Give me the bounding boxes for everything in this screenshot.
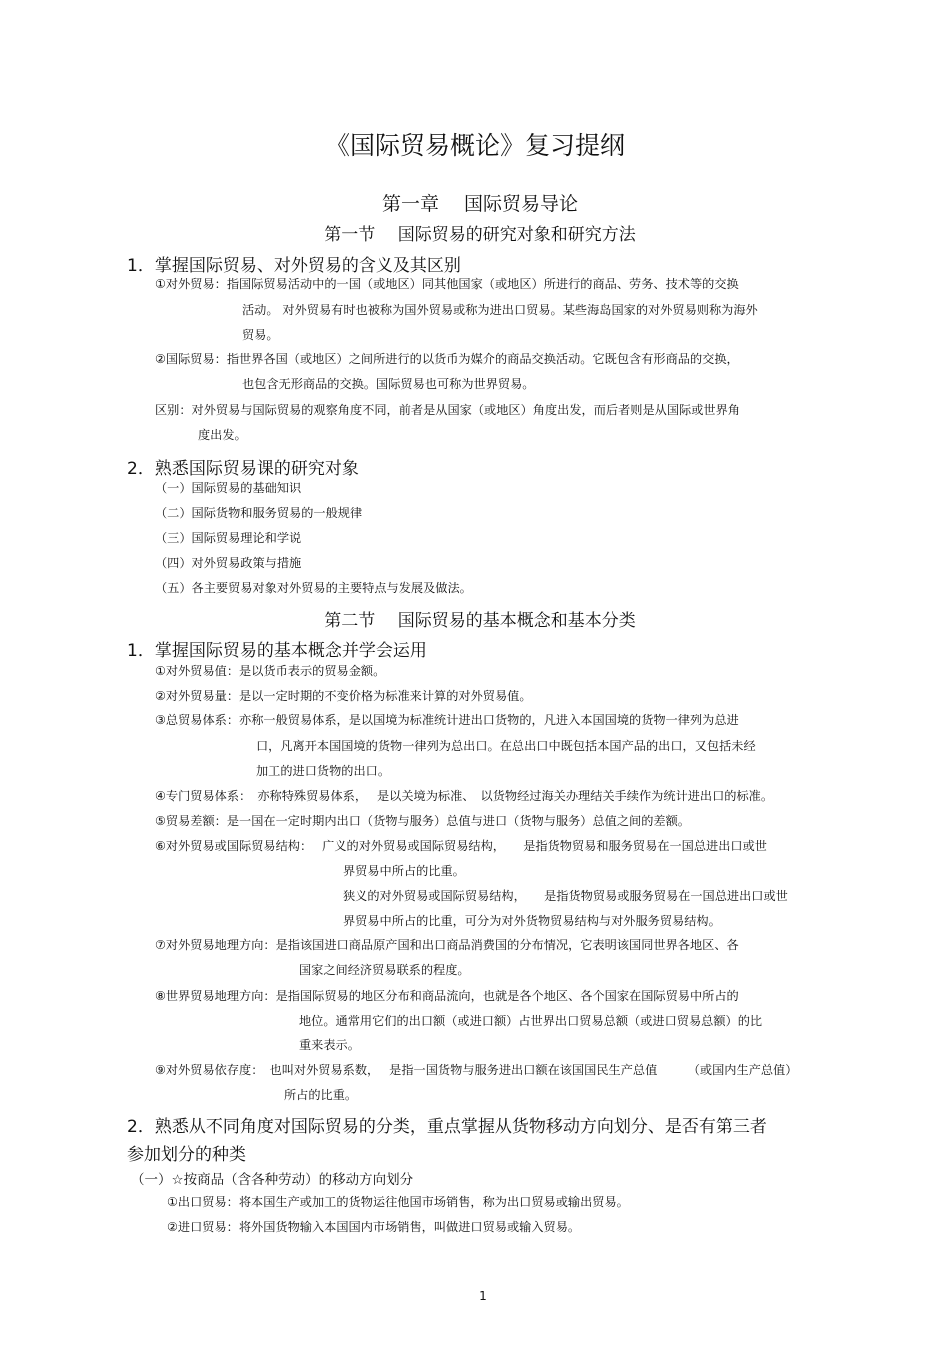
document-title: 《国际贸易概论》复习提纲 — [324, 131, 625, 160]
s2-concept-7-line2: 国家之间经济贸易联系的程度。 — [299, 963, 470, 977]
s1-def1-line1: ①对外贸易：指国际贸易活动中的一国（或地区）同其他国家（或地区）所进行的商品、劳务、技术等的交换 — [155, 277, 739, 291]
s2-subheading-1: （一）☆按商品（含各种劳动）的移动方向划分 — [131, 1172, 414, 1188]
s2-concept-8-line3: 重来表示。 — [299, 1038, 360, 1052]
s2-concept-8-line1: ⑧世界贸易地理方向：是指国际贸易的地区分布和商品流向，也就是各个地区、各个国家在国际贸易中所占的 — [155, 989, 739, 1003]
s2-concept-8-line2: 地位。通常用它们的出口额（或进口额）占世界出口贸易总额（或进口贸易总额）的比 — [299, 1014, 763, 1028]
s2-concept-6-line3: 狭义的对外贸易或国际贸易结构， 是指货物贸易或服务贸易在一国总进出口或世 — [343, 889, 788, 903]
s1-heading-2: 2．熟悉国际贸易课的研究对象 — [127, 459, 359, 479]
s2-heading-2-line1: 2．熟悉从不同角度对国际贸易的分类，重点掌握从货物移动方向划分、是否有第三者 — [127, 1117, 767, 1137]
s1-def2-line1: ②国际贸易：指世界各国（或地区）之间所进行的以货币为媒介的商品交换活动。它既包含有形商品的交换， — [155, 352, 739, 366]
s2-sub1-item: ②进口贸易：将外国货物输入本国国内市场销售，叫做进口贸易或输入贸易。 — [167, 1220, 581, 1234]
s1-object-item: （三）国际贸易理论和学说 — [155, 531, 302, 545]
section-heading-1: 第一节 国际贸易的研究对象和研究方法 — [324, 225, 636, 245]
s2-concept-6-line4: 界贸易中所占的比重，可分为对外货物贸易结构与对外服务贸易结构。 — [343, 914, 721, 928]
s2-heading-1: 1．掌握国际贸易的基本概念并学会运用 — [127, 641, 427, 661]
s2-heading-2-line2: 参加划分的种类 — [127, 1145, 246, 1165]
s1-object-item: （五）各主要贸易对象对外贸易的主要特点与发展及做法。 — [155, 581, 472, 595]
s2-concept-5: ⑤贸易差额：是一国在一定时期内出口（货物与服务）总值与进口（货物与服务）总值之间的差额。 — [155, 814, 690, 828]
s2-sub1-item: ①出口贸易：将本国生产或加工的货物运往他国市场销售，称为出口贸易或输出贸易。 — [167, 1195, 629, 1209]
s1-diff-line2: 度出发。 — [198, 428, 247, 442]
s2-concept-1: ①对外贸易值：是以货币表示的贸易金额。 — [155, 664, 386, 678]
s2-concept-6-line1: ⑥对外贸易或国际贸易结构： 广义的对外贸易或国际贸易结构， 是指货物贸易和服务贸易在一国总进出口或世 — [155, 839, 767, 853]
s2-concept-4: ④专门贸易体系： 亦称特殊贸易体系， 是以关境为标准、 以货物经过海关办理结关手续作为统计进出口的标准。 — [155, 789, 774, 803]
section-heading-2: 第二节 国际贸易的基本概念和基本分类 — [324, 611, 636, 631]
s2-concept-9-line2: 所占的比重。 — [284, 1088, 358, 1102]
chapter-heading: 第一章 国际贸易导论 — [381, 193, 579, 215]
s1-heading-1: 1．掌握国际贸易、对外贸易的含义及其区别 — [127, 256, 461, 276]
s2-concept-9-line1: ⑨对外贸易依存度： 也叫对外贸易系数， 是指一国货物与服务进出口额在该国国民生产总值 （或国内生产总值） — [155, 1063, 798, 1077]
s1-object-item: （一）国际贸易的基础知识 — [155, 481, 302, 495]
s1-object-item: （二）国际货物和服务贸易的一般规律 — [155, 506, 363, 520]
s1-diff-line1: 区别：对外贸易与国际贸易的观察角度不同，前者是从国家（或地区）角度出发，而后者则是从国际或世界角 — [155, 403, 740, 417]
s2-concept-3-line2: 口，凡离开本国国境的货物一律列为总出口。在总出口中既包括本国产品的出口，又包括未经 — [256, 739, 756, 753]
s1-def1-line2: 活动。 对外贸易有时也被称为国外贸易或称为进出口贸易。某些海岛国家的对外贸易则称为海外 — [242, 303, 758, 317]
page-number: 1 — [479, 1289, 487, 1303]
s2-concept-6-line2: 界贸易中所占的比重。 — [343, 864, 465, 878]
s2-concept-3-line1: ③总贸易体系：亦称一般贸易体系，是以国境为标准统计进出口货物的，凡进入本国国境的货物一律列为总进 — [155, 713, 739, 727]
s1-object-item: （四）对外贸易政策与措施 — [155, 556, 302, 570]
s2-concept-2: ②对外贸易量：是以一定时期的不变价格为标准来计算的对外贸易值。 — [155, 689, 532, 703]
s2-concept-7-line1: ⑦对外贸易地理方向：是指该国进口商品原产国和出口商品消费国的分布情况，它表明该国同世界各地区、各 — [155, 938, 739, 952]
s1-def2-line2: 也包含无形商品的交换。国际贸易也可称为世界贸易。 — [242, 377, 535, 391]
s2-concept-3-line3: 加工的进口货物的出口。 — [256, 764, 391, 778]
s1-def1-line3: 贸易。 — [242, 328, 279, 342]
